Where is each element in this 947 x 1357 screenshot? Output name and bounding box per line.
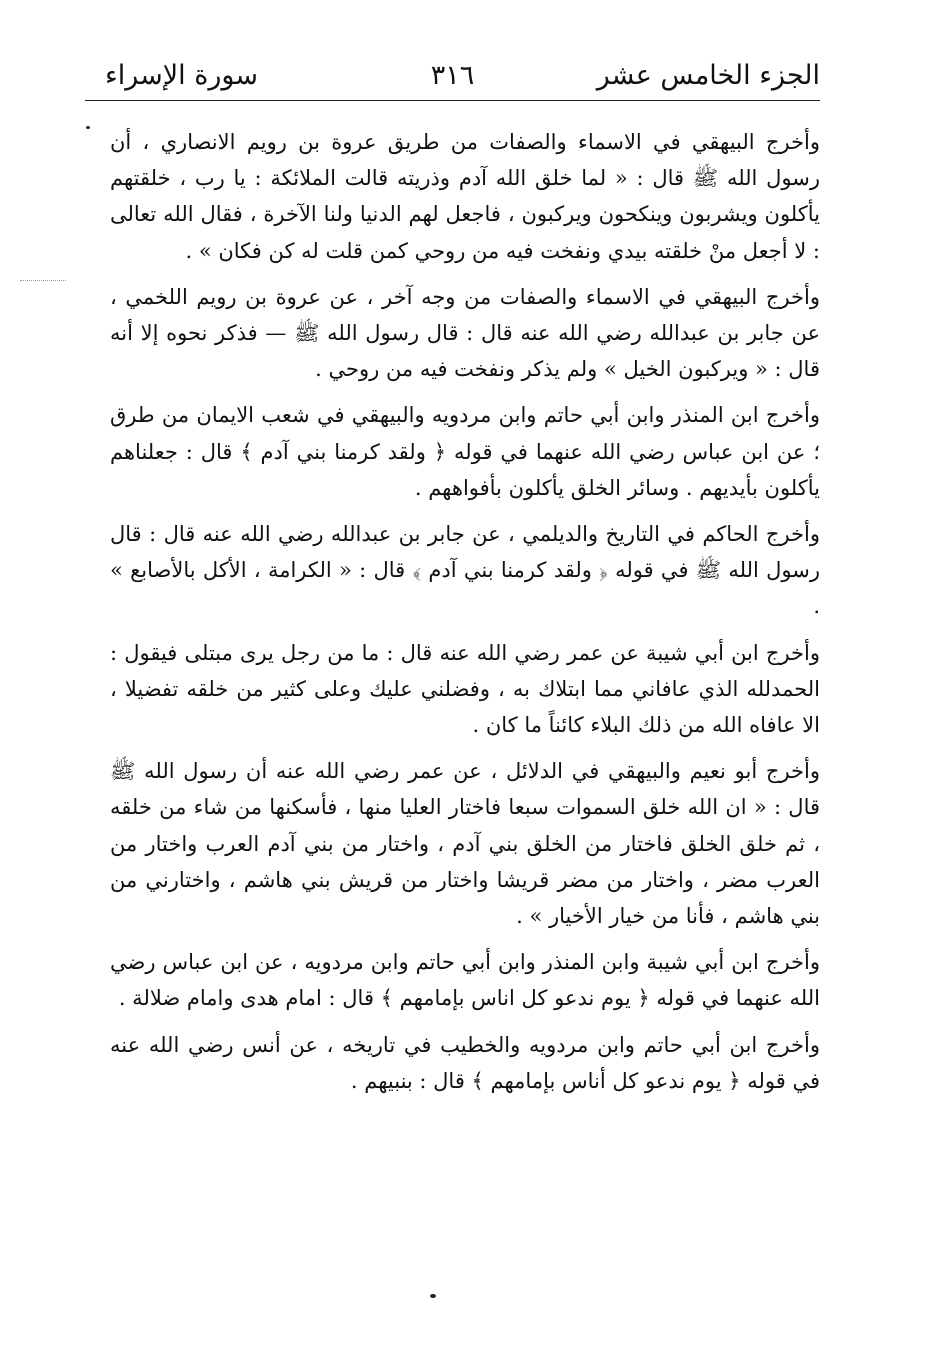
page-header — [85, 58, 820, 94]
surah-title: سورة الإسراء — [105, 60, 258, 91]
paragraph-6: وأخرج أبو نعيم والبيهقي في الدلائل ، عن عمر رضي الله عنه أن رسول الله ﷺ قال : « ان الله خلق السموات سبعا فاختار العليا منها ، فأسكنها من شاء من خلقه ، ثم خلق الخلق فاختار من الخلق بني آدم ، واختار من بني آدم العرب واختار من العرب مضر ، واختار من مضر قريشا واختار من قريش بني هاشم ، واختارني من بني هاشم ، فأنا من خيار الأخيار » . — [110, 759, 820, 929]
paragraph-7: وأخرج ابن أبي شيبة وابن المنذر وابن أبي حاتم وابن مردويه ، عن ابن عباس رضي الله عنهما في قوله ﴿ يوم ندعو كل اناس بإمامهم ﴾ قال : امام هدى وامام ضلالة . — [110, 950, 820, 1011]
paragraph-2: وأخرج البيهقي في الاسماء والصفات من وجه آخر ، عن عروة بن رويم اللخمي ، عن جابر بن عبدالله رضي الله عنه قال : قال رسول الله ﷺ — فذكر نحوه إلا أنه قال : « ويركبون الخيل » ولم يذكر ونفخت فيه من روحي . — [110, 284, 820, 382]
header-rule — [85, 100, 820, 101]
part-title: الجزء الخامس عشر — [596, 60, 820, 91]
page-body — [110, 124, 820, 1109]
page-number: ٣١٦ — [430, 60, 475, 91]
paragraph-4: وأخرج الحاكم في التاريخ والديلمي ، عن جابر بن عبدالله رضي الله عنه قال : قال رسول الله ﷺ في قوله ﴿ ولقد كرمنا بني آدم ﴾ قال : « الكرامة ، الأكل بالأصابع » . — [110, 522, 820, 619]
paragraph-5: وأخرج ابن أبي شيبة عن عمر رضي الله عنه قال : ما من رجل يرى مبتلى فيقول : الحمدلله الذي عافاني مما ابتلاك به ، وفضلني عليك وعلى كثير من خلقه تفضيلا ، الا عافاه الله من ذلك البلاء كائناً ما كان . — [110, 640, 820, 738]
ink-speck — [86, 126, 90, 129]
paragraph-3: وأخرج ابن المنذر وابن أبي حاتم وابن مردويه والبيهقي في شعب الايمان من طرق ؛ عن ابن عباس رضي الله عنهما في قوله ﴿ ولقد كرمنا بني آدم ﴾ قال : جعلناهم يأكلون بأيديهم . وسائر الخلق يأكلون بأفواههم . — [110, 403, 820, 500]
margin-dots — [20, 280, 66, 281]
ink-speck-bottom — [430, 1294, 436, 1298]
paragraph-1: وأخرج البيهقي في الاسماء والصفات من طريق عروة بن رويم الانصاري ، أن رسول الله ﷺ قال : « لما خلق الله آدم وذريته قالت الملائكة : يا رب ، خلقتهم يأكلون ويشربون وينكحون ويركبون ، فاجعل لهم الدنيا ولنا الآخرة ، فقال الله تعالى : لا أجعل منْ خلقته بيدي ونفخت فيه من روحي كمن قلت له كن فكان » . — [110, 130, 820, 263]
paragraph-8: وأخرج ابن أبي حاتم وابن مردويه والخطيب في تاريخه ، عن أنس رضي الله عنه في قوله ﴿ يوم ندعو كل أناس بإمامهم ﴾ قال : بنبيهم . — [110, 1032, 820, 1093]
